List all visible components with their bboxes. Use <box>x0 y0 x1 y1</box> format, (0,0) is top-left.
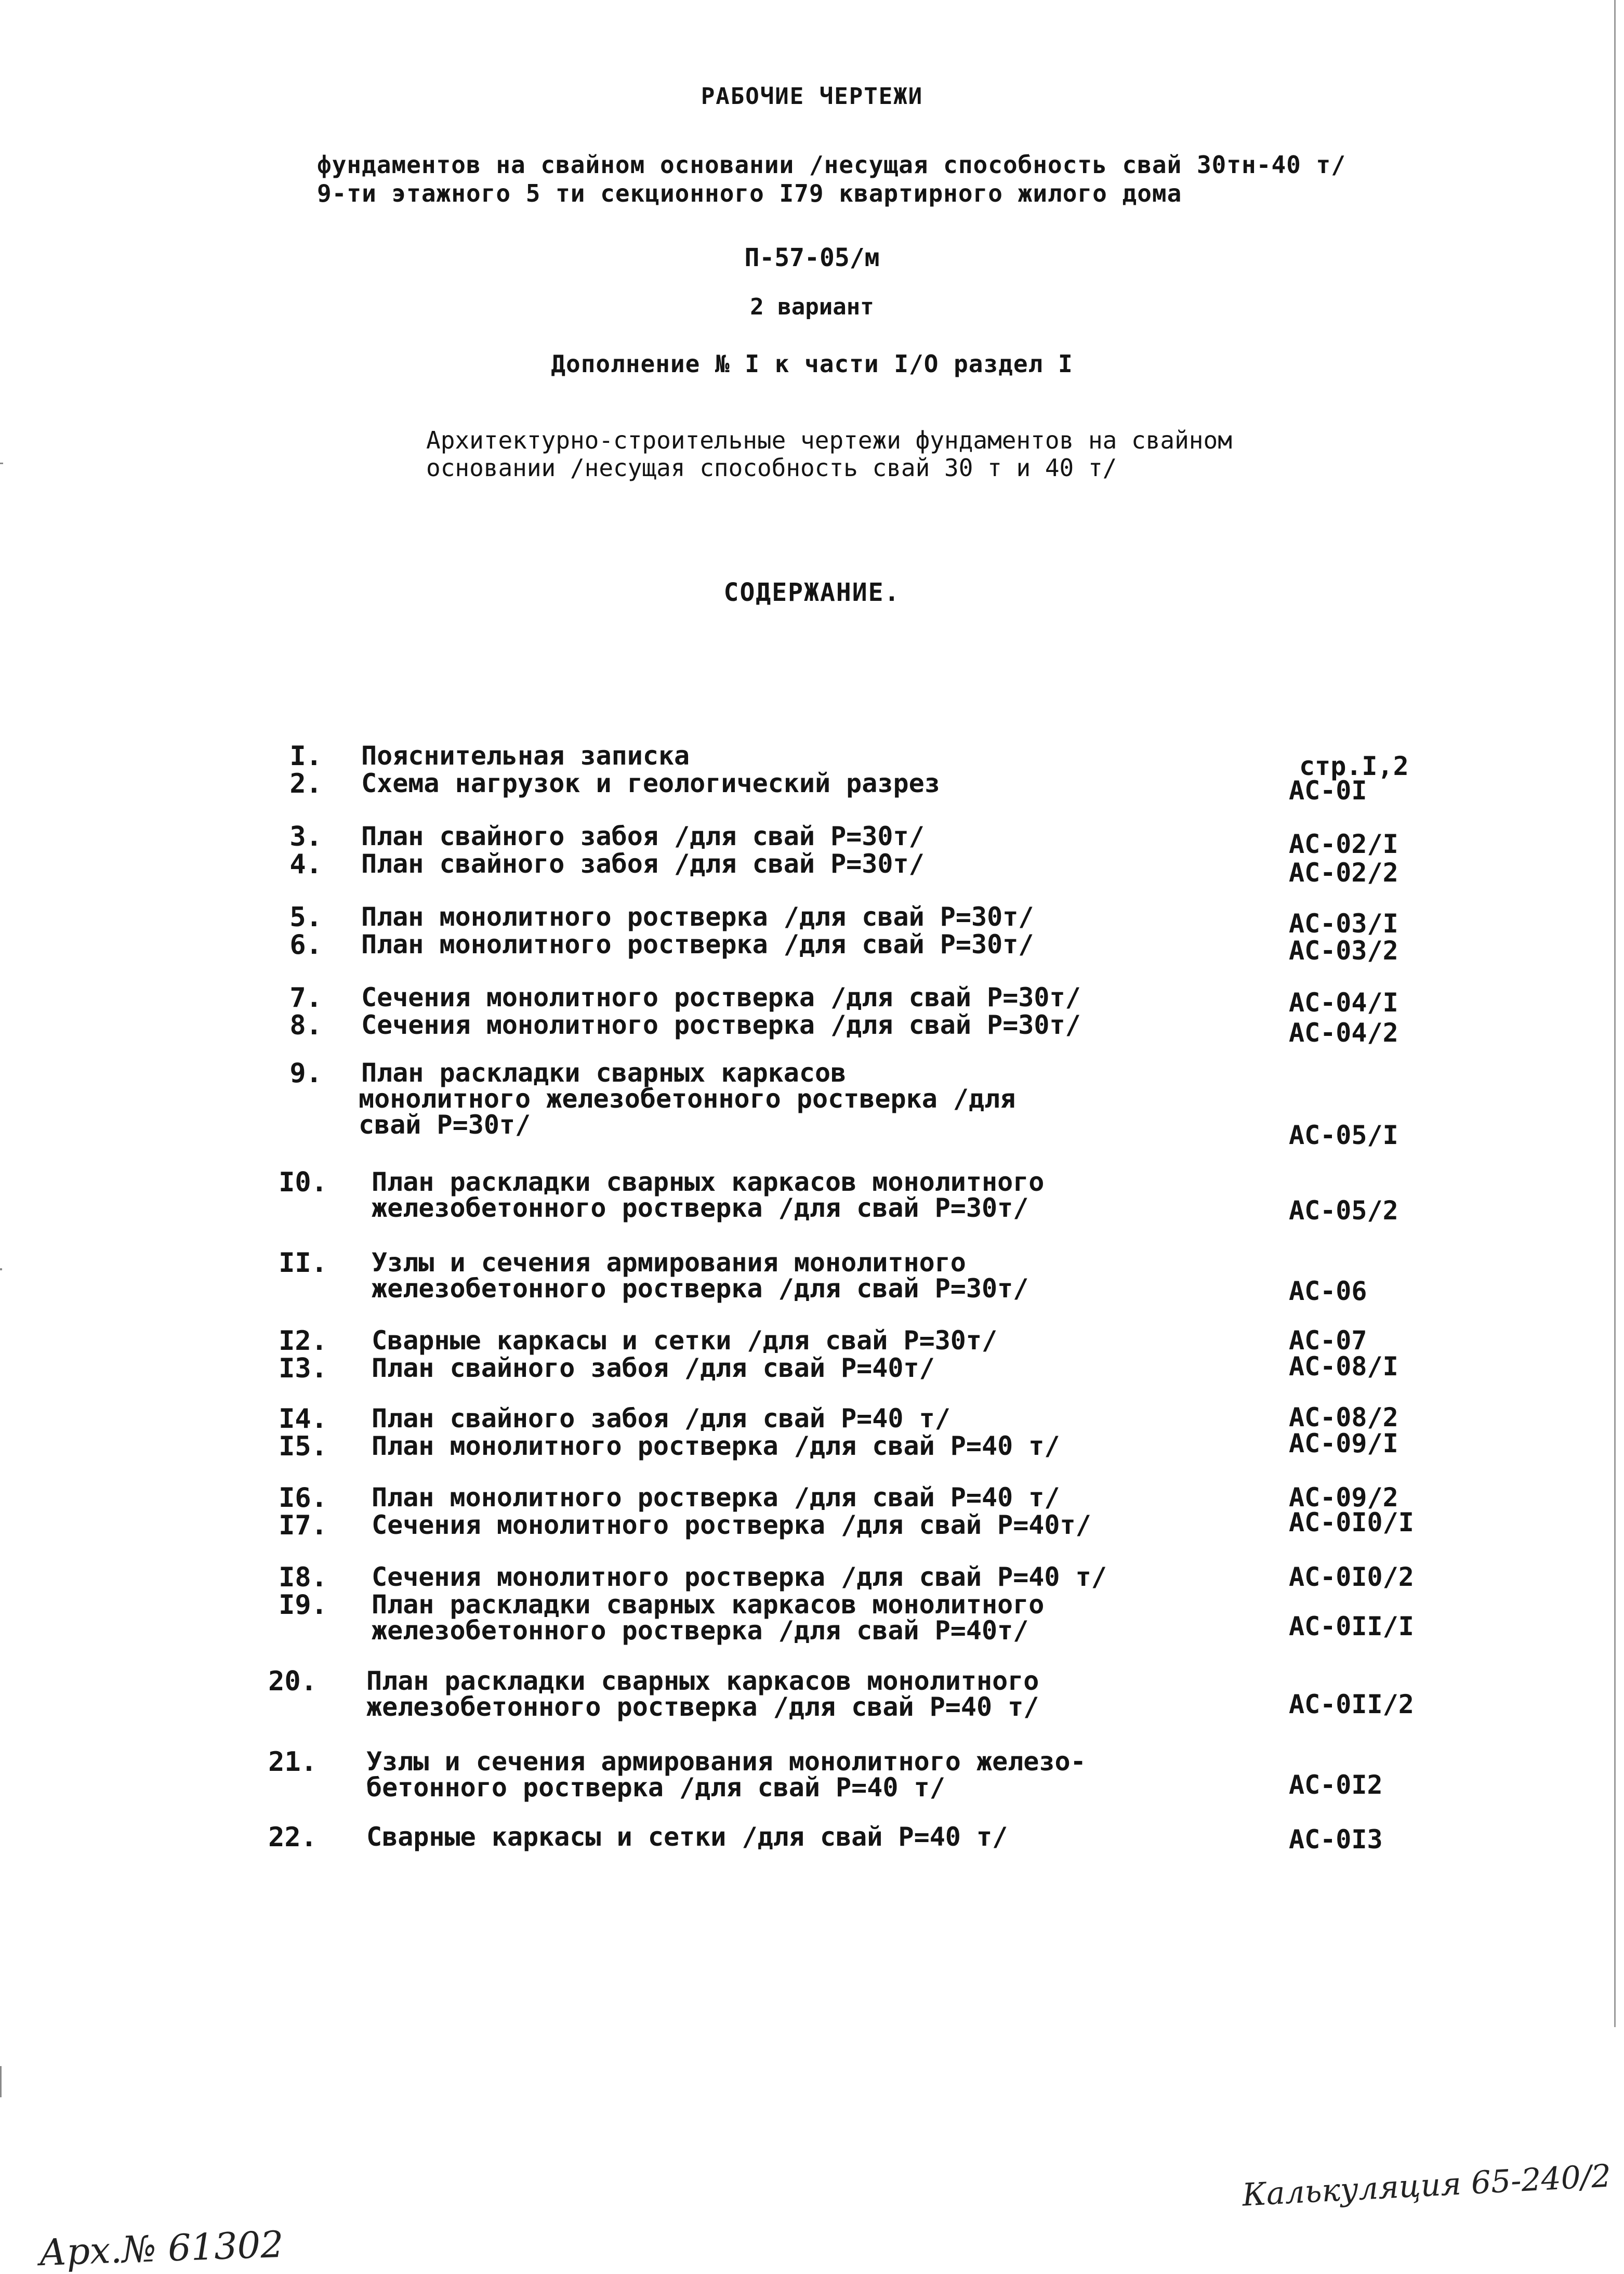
toc-entry-number: I0. <box>279 1167 327 1198</box>
toc-entry-title: Узлы и сечения армирования монолитного <box>372 1247 966 1278</box>
contents-heading: СОДЕРЖАНИЕ. <box>723 578 901 607</box>
toc-entry-number: 8. <box>289 1010 322 1041</box>
toc-entry-number: I3. <box>279 1353 327 1384</box>
calculation-number-handwritten: Калькуляция 65-240/2 <box>1241 2158 1612 2214</box>
toc-entry-number: 5. <box>289 902 322 933</box>
section-description-line-1: Архитектурно-строительные чертежи фундаментов на свайном <box>426 426 1232 454</box>
toc-entry-title: железобетонного ростверка /для свай Р=40т/ <box>372 1615 1029 1646</box>
toc-entry-sheet: АС-09/2 <box>1289 1482 1398 1513</box>
toc-entry-title: Сечения монолитного ростверка /для свай Р=30т/ <box>361 982 1081 1013</box>
toc-entry-number: I5. <box>279 1431 327 1462</box>
toc-entry-title: План монолитного ростверка /для свай Р=40 т/ <box>372 1431 1060 1461</box>
toc-entry-sheet: АС-0II/I <box>1289 1611 1414 1641</box>
toc-entry-number: I8. <box>279 1562 327 1593</box>
toc-entry-title: монолитного железобетонного ростверка /для <box>359 1084 1016 1114</box>
toc-entry-sheet: АС-0I0/I <box>1289 1507 1414 1537</box>
toc-entry-sheet: АС-0II/2 <box>1289 1689 1414 1719</box>
toc-entry-title: План раскладки сварных каркасов <box>361 1058 847 1088</box>
toc-entry-title: железобетонного ростверка /для свай Р=30т/ <box>372 1193 1029 1223</box>
toc-entry-sheet: АС-0I0/2 <box>1289 1562 1414 1592</box>
toc-entry-number: I9. <box>279 1589 327 1621</box>
toc-entry-title: План свайного забоя /для свай Р=40т/ <box>372 1353 935 1383</box>
toc-entry-title: железобетонного ростверка /для свай Р=30т/ <box>372 1273 1029 1304</box>
toc-entry-sheet: АС-08/2 <box>1289 1402 1398 1432</box>
toc-entry-title: свай Р=30т/ <box>359 1110 531 1140</box>
variant-label: 2 вариант <box>750 294 874 320</box>
toc-entry-title: Сечения монолитного ростверка /для свай Р=30т/ <box>361 1010 1081 1040</box>
project-code: П-57-05/м <box>744 243 880 272</box>
section-description-line-2: основании /несущая способность свай 30 т и 40 т/ <box>426 454 1117 482</box>
addendum-label: Дополнение № I к части I/О раздел I <box>551 350 1073 378</box>
toc-entry-sheet: АС-04/2 <box>1289 1018 1398 1048</box>
toc-entry-sheet: АС-08/I <box>1289 1351 1398 1382</box>
toc-entry-title: Пояснительная записка <box>361 741 690 771</box>
toc-entry-sheet: АС-05/I <box>1289 1120 1398 1150</box>
toc-entry-title: План раскладки сварных каркасов монолитного <box>372 1167 1045 1197</box>
toc-entry-sheet: АС-05/2 <box>1289 1195 1398 1226</box>
toc-entry-title: План монолитного ростверка /для свай Р=30т/ <box>361 902 1034 932</box>
toc-entry-title: железобетонного ростверка /для свай Р=40 т/ <box>366 1692 1039 1722</box>
toc-entry-sheet: АС-07 <box>1289 1325 1367 1356</box>
toc-entry-title: План свайного забоя /для свай Р=30т/ <box>361 849 925 879</box>
toc-entry-number: 9. <box>289 1058 322 1089</box>
toc-entry-sheet: АС-0I2 <box>1289 1770 1383 1800</box>
toc-entry-title: План свайного забоя /для свай Р=30т/ <box>361 821 925 851</box>
toc-entry-sheet: АС-02/2 <box>1289 858 1398 888</box>
toc-entry-sheet: АС-02/I <box>1289 829 1398 859</box>
archive-number-handwritten: Арх.№ 61302 <box>38 2223 285 2274</box>
toc-entry-title: План монолитного ростверка /для свай Р=30т/ <box>361 929 1034 959</box>
toc-entry-sheet: АС-0I <box>1289 775 1367 806</box>
toc-entry-number: I4. <box>279 1403 327 1435</box>
toc-entry-sheet: АС-03/2 <box>1289 936 1398 966</box>
toc-entry-title: Сечения монолитного ростверка /для свай Р=40т/ <box>372 1510 1091 1540</box>
toc-entry-number: I7. <box>279 1510 327 1541</box>
toc-entry-number: 21. <box>268 1746 317 1778</box>
page-edge-mark <box>0 1268 2 1270</box>
toc-entry-number: 4. <box>289 849 322 880</box>
toc-entry-number: 3. <box>289 821 322 852</box>
document-subtitle-line-2: 9-ти этажного 5 ти секционного I79 квартирного жилого дома <box>317 179 1182 207</box>
toc-entry-title: План раскладки сварных каркасов монолитного <box>372 1589 1045 1620</box>
toc-entry-title: бетонного ростверка /для свай Р=40 т/ <box>366 1772 945 1803</box>
toc-entry-number: I. <box>289 741 322 772</box>
document-title: РАБОЧИЕ ЧЕРТЕЖИ <box>701 83 923 110</box>
toc-entry-title: План свайного забоя /для свай Р=40 т/ <box>372 1403 950 1434</box>
toc-entry-number: 6. <box>289 929 322 961</box>
toc-entry-title: Сварные каркасы и сетки /для свай Р=40 т/ <box>366 1822 1008 1852</box>
toc-entry-number: 22. <box>268 1822 317 1853</box>
toc-entry-sheet: АС-0I3 <box>1289 1824 1383 1855</box>
page-edge-mark <box>0 463 3 464</box>
toc-entry-number: 7. <box>289 982 322 1014</box>
toc-entry-sheet: АС-04/I <box>1289 988 1398 1018</box>
toc-entry-number: 20. <box>268 1666 317 1697</box>
page-edge-mark <box>0 2066 2 2097</box>
toc-entry-title: План раскладки сварных каркасов монолитного <box>366 1666 1039 1696</box>
toc-entry-title: Схема нагрузок и геологический разрез <box>361 768 940 798</box>
toc-entry-title: Узлы и сечения армирования монолитного железо- <box>366 1746 1086 1777</box>
toc-entry-sheet: АС-03/I <box>1289 909 1398 939</box>
toc-entry-number: I6. <box>279 1482 327 1514</box>
toc-entry-number: 2. <box>289 768 322 799</box>
document-subtitle-line-1: фундаментов на свайном основании /несущая способность свай 30тн-40 т/ <box>317 151 1346 179</box>
toc-entry-number: I2. <box>279 1325 327 1357</box>
toc-entry-sheet: АС-09/I <box>1289 1428 1398 1458</box>
toc-entry-number: II. <box>279 1247 327 1279</box>
toc-entry-sheet: АС-06 <box>1289 1276 1367 1306</box>
toc-entry-title: Сечения монолитного ростверка /для свай Р=40 т/ <box>372 1562 1107 1592</box>
toc-entry-title: Сварные каркасы и сетки /для свай Р=30т/ <box>372 1325 998 1356</box>
toc-entry-sheet: стр.I,2 <box>1299 751 1409 781</box>
toc-entry-title: План монолитного ростверка /для свай Р=40 т/ <box>372 1482 1060 1513</box>
